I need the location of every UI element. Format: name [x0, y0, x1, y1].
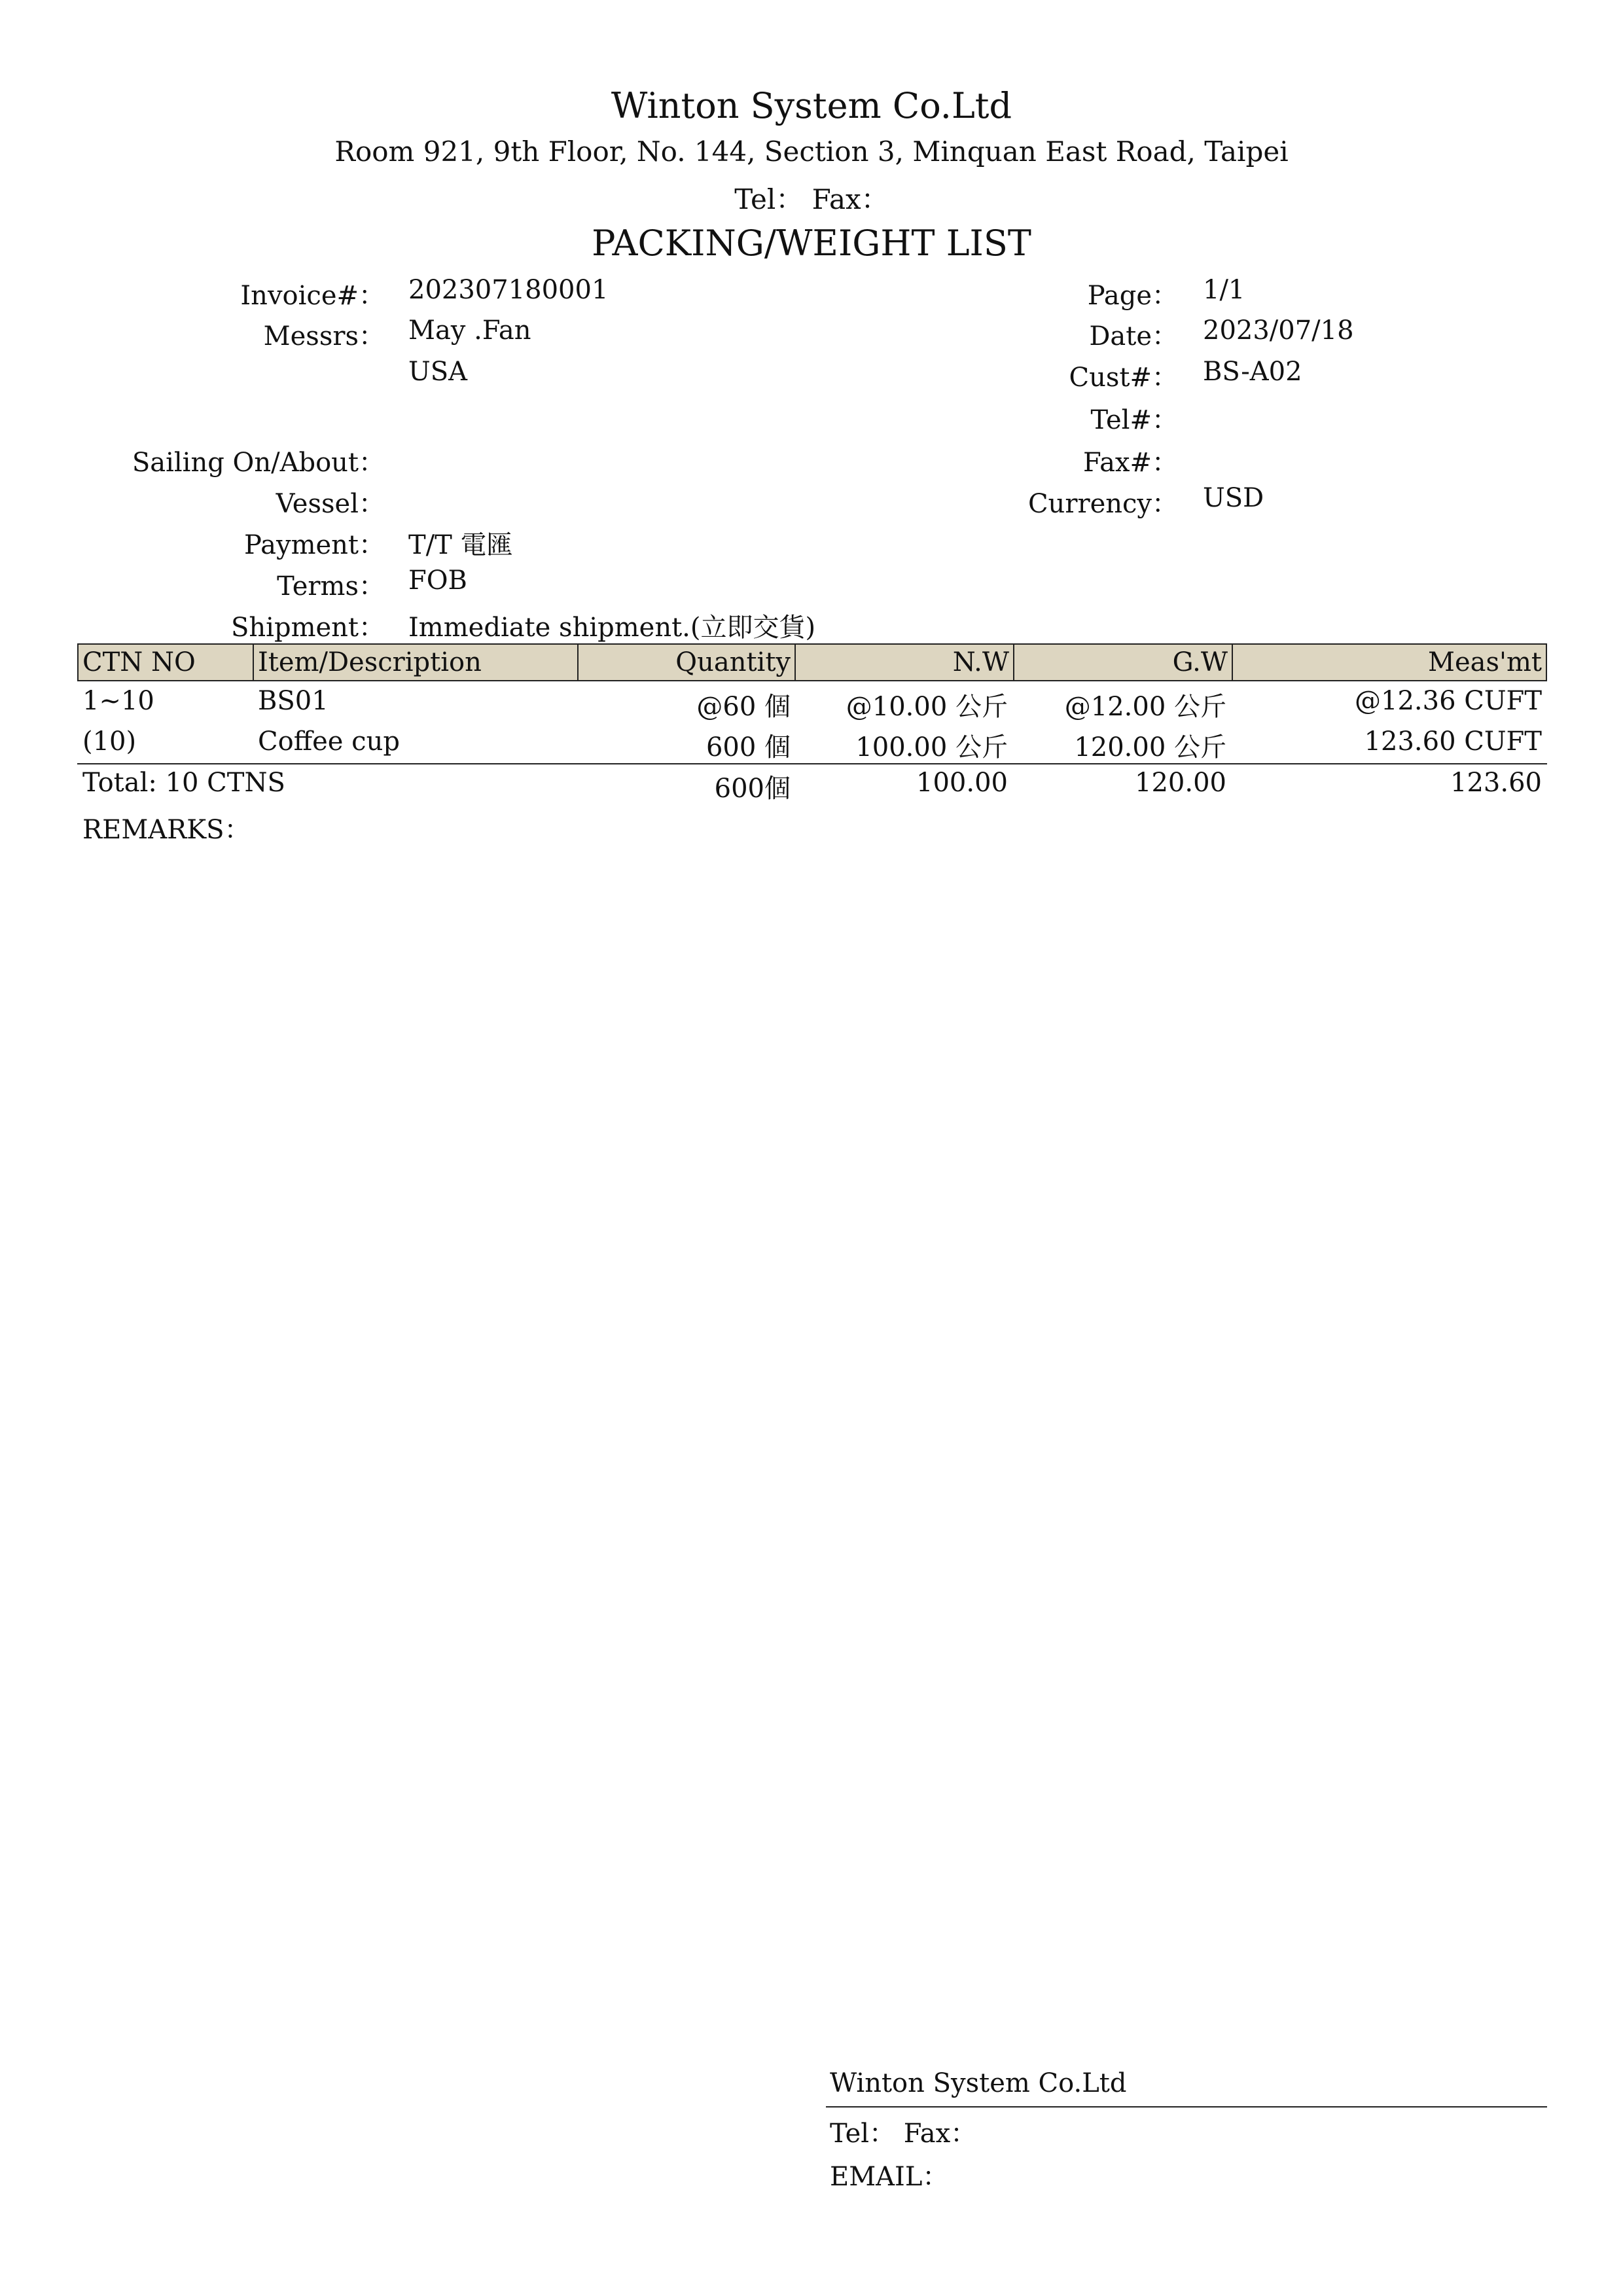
row-gw: @12.00 公斤 [1064, 692, 1226, 722]
col-header-gw: G.W [1013, 643, 1233, 681]
row-ctn: 1~10 [82, 686, 154, 716]
currency-value: USD [1203, 483, 1264, 513]
total-measmt: 123.60 [1450, 768, 1542, 798]
total-nw: 100.00 [916, 768, 1008, 798]
row-item: BS01 [258, 686, 329, 716]
tel-label: Tel#： [1090, 405, 1178, 435]
messrs-label: Messrs： [263, 321, 385, 351]
row-quantity: 600 個 [705, 732, 791, 762]
page-label: Page： [1087, 281, 1178, 311]
footer-email: EMAIL： [830, 2162, 949, 2192]
shipment-value: Immediate shipment.(立即交貨) [408, 613, 816, 643]
col-header-nw: N.W [794, 643, 1014, 681]
row-item: Coffee cup [258, 726, 400, 757]
footer-divider [826, 2106, 1547, 2108]
payment-label: Payment： [244, 530, 385, 560]
row-quantity: @60 個 [696, 692, 791, 722]
company-address: Room 921, 9th Floor, No. 144, Section 3, Minquan East Road, Taipei [334, 135, 1289, 168]
col-header-quantity: Quantity [577, 643, 796, 681]
row-measmt: @12.36 CUFT [1355, 686, 1542, 716]
invoice-label: Invoice#： [240, 281, 385, 311]
total-gw: 120.00 [1135, 768, 1226, 798]
document-title: PACKING/WEIGHT LIST [592, 223, 1031, 264]
sailing-label: Sailing On/About： [132, 448, 385, 478]
vessel-label: Vessel： [276, 489, 385, 519]
terms-label: Terms： [277, 571, 385, 601]
cust-value: BS-A02 [1203, 357, 1302, 387]
col-header-item: Item/Description [253, 643, 579, 681]
row-nw: @10.00 公斤 [846, 692, 1008, 722]
invoice-value: 202307180001 [408, 275, 609, 305]
row-ctn: (10) [82, 726, 137, 757]
shipment-label: Shipment： [231, 613, 385, 643]
cust-label: Cust#： [1069, 363, 1178, 393]
terms-value: FOB [408, 565, 467, 596]
messrs-country: USA [408, 357, 467, 387]
company-tel-fax: Tel： Fax： [734, 183, 889, 215]
total-quantity: 600個 [714, 774, 791, 804]
messrs-value: May .Fan [408, 315, 531, 346]
total-divider [77, 763, 1547, 764]
date-value: 2023/07/18 [1203, 315, 1354, 346]
page-value: 1/1 [1203, 275, 1245, 305]
total-label: Total: 10 CTNS [82, 768, 285, 798]
remarks-label: REMARKS： [82, 815, 251, 845]
company-name: Winton System Co.Ltd [611, 85, 1012, 126]
row-measmt: 123.60 CUFT [1364, 726, 1542, 757]
payment-value: T/T 電匯 [408, 530, 513, 560]
footer-tel-fax: Tel： Fax： [830, 2119, 977, 2149]
fax-label: Fax#： [1083, 448, 1178, 478]
footer-company: Winton System Co.Ltd [830, 2068, 1127, 2098]
col-header-measmt: Meas'mt [1232, 643, 1547, 681]
row-gw: 120.00 公斤 [1074, 732, 1226, 762]
currency-label: Currency： [1027, 489, 1178, 519]
row-nw: 100.00 公斤 [855, 732, 1008, 762]
col-header-ctn: CTN NO [77, 643, 254, 681]
date-label: Date： [1089, 321, 1178, 351]
